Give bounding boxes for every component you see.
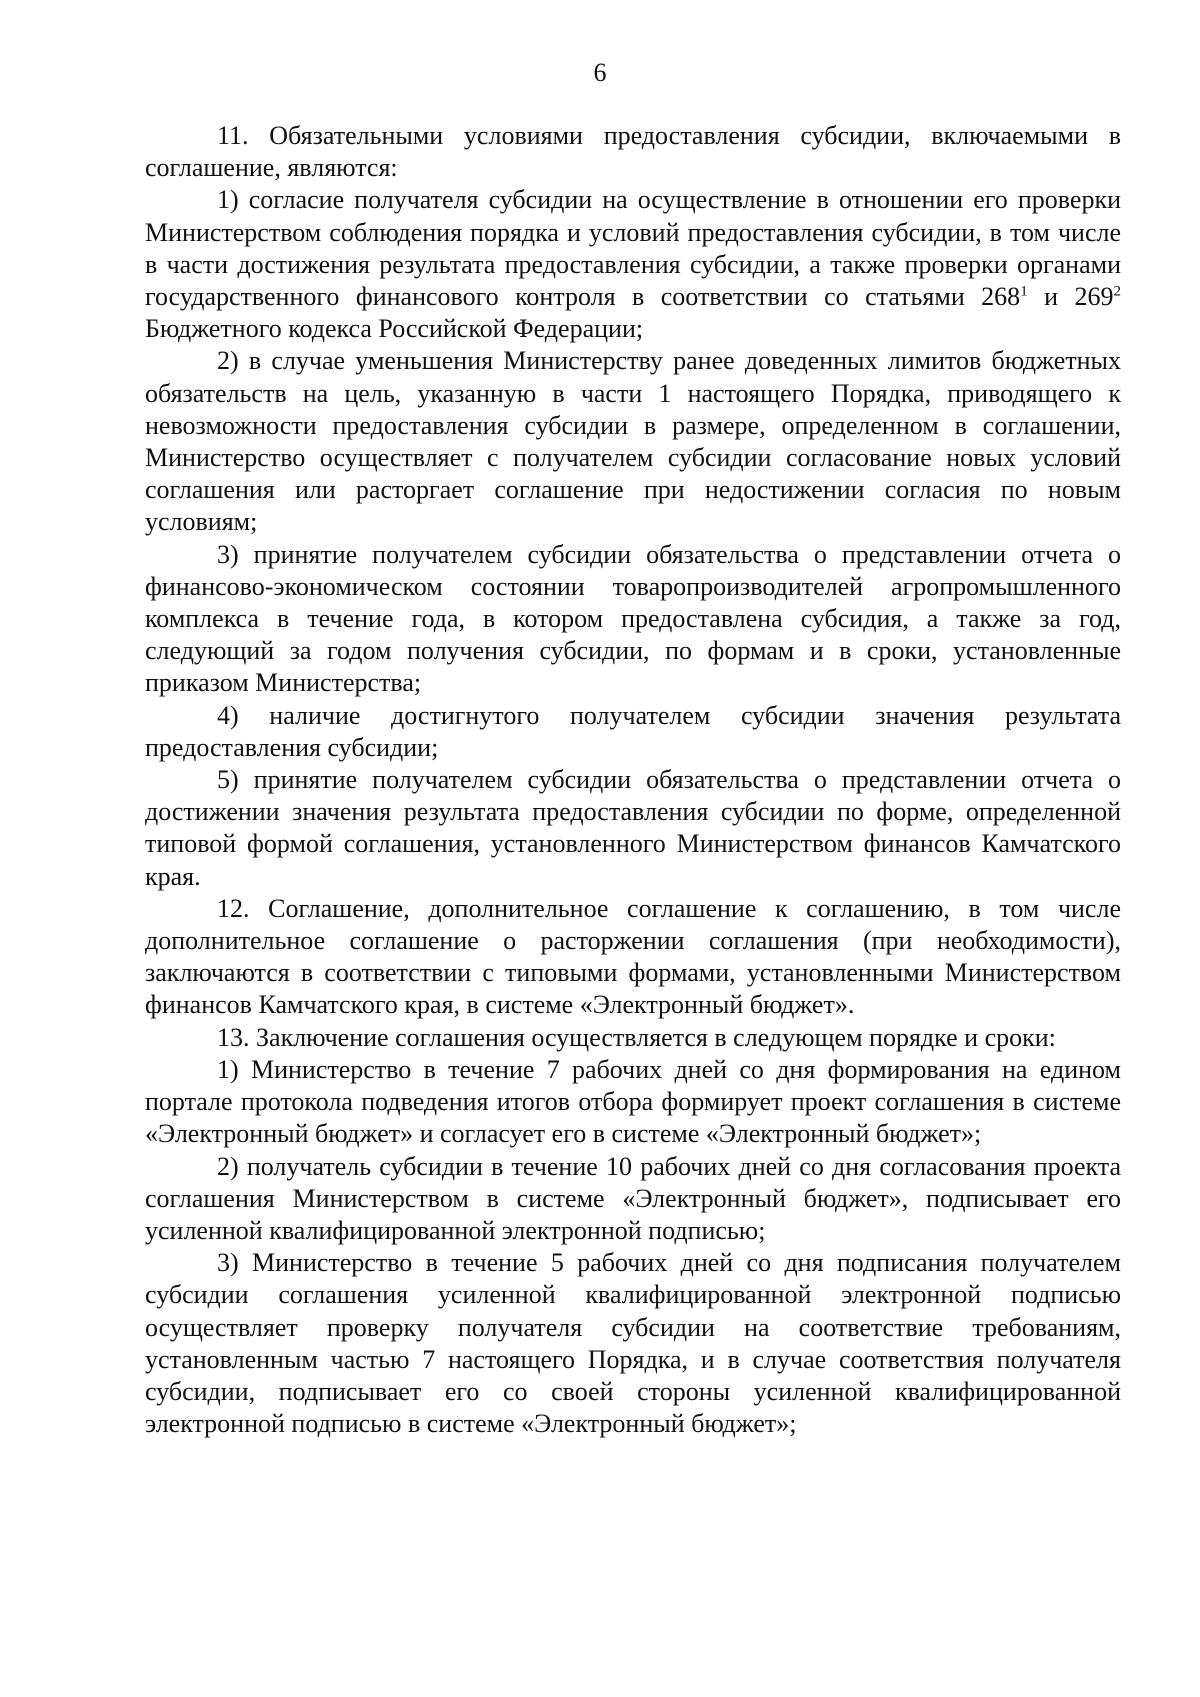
paragraph-11-item-1-middle: и 269 (1027, 282, 1114, 312)
document-body (145, 120, 1121, 1440)
paragraph-11-item-2: 2) в случае уменьшения Министерству ранее доведенных лимитов бюджетных обязательств на цель, указанную в части 1 настоящего Порядка, приводящего к невозможности предоставления субсидии в размере, определенном в соглашении, Министерство осуществляет с получателем субсидии согласование новых условий соглашения или расторгает соглашение при недостижении согласия по новым условиям; (145, 346, 1121, 537)
paragraph-13-item-3: 3) Министерство в течение 5 рабочих дней со дня подписания получателем субсидии соглашения усиленной квалифицированной электронной подписью осуществляет проверку получателя субсидии на соответствие требованиям, установленным частью 7 настоящего Порядка, и в случае соответствия получателя субсидии, подписывает его со своей стороны усиленной квалифицированной электронной подписью в системе «Электронный бюджет»; (145, 1248, 1121, 1439)
paragraph-12: 12. Соглашение, дополнительное соглашение к соглашению, в том числе дополнительное соглашение о расторжении соглашения (при необходимости), заключаются в соответствии с типовыми формами, установленными Министерством финансов Камчатского края, в системе «Электронный бюджет». (145, 893, 1121, 1020)
paragraph-11-item-1-text: 1) согласие получателя субсидии на осуществление в отношении его проверки Министерством соблюдения порядка и условий предоставления субсидии, в том числе в части достижения результата предоставления субсидии, а также проверки органами государственного финансового контроля в соответствии со статьями 268 (145, 185, 1121, 312)
page-number: 6 (593, 58, 607, 87)
paragraph-11-item-4: 4) наличие достигнутого получателем субсидии значения результата предоставления субсидии; (145, 700, 1121, 762)
paragraph-11-item-3: 3) принятие получателем субсидии обязательства о представлении отчета о финансово-экономическом состоянии товаропроизводителей агропромышленного комплекса в течение года, в котором предоставлена субсидия, а также за год, следующий за годом получения субсидии, по формам и в сроки, установленные приказом Министерства; (145, 539, 1121, 698)
paragraph-11-item-1 (145, 184, 1121, 345)
paragraph-11-item-1-tail: Бюджетного кодекса Российской Федерации; (145, 314, 644, 344)
footnote-superscript-2: 2 (1113, 283, 1121, 300)
paragraph-13-item-1: 1) Министерство в течение 7 рабочих дней со дня формирования на едином портале протокола подведения итогов отбора формирует проект соглашения в системе «Электронный бюджет» и согласует его в системе «Электронный бюджет»; (145, 1054, 1121, 1149)
paragraph-11-item-5: 5) принятие получателем субсидии обязательства о представлении отчета о достижении значения результата предоставления субсидии по форме, определенной типовой формой соглашения, установленного Министерством финансов Камчатского края. (145, 765, 1121, 891)
paragraph-13-item-2: 2) получатель субсидии в течение 10 рабочих дней со дня согласования проекта соглашения Министерством в системе «Электронный бюджет», подписывает его усиленной квалифицированной электронной подписью; (145, 1151, 1121, 1245)
paragraph-13: 13. Заключение соглашения осуществляется в следующем порядке и сроки: (217, 1022, 1056, 1052)
paragraph-11: 11. Обязательными условиями предоставления субсидии, включаемыми в соглашение, являются: (145, 121, 1121, 183)
footnote-superscript-1: 1 (1020, 283, 1028, 300)
